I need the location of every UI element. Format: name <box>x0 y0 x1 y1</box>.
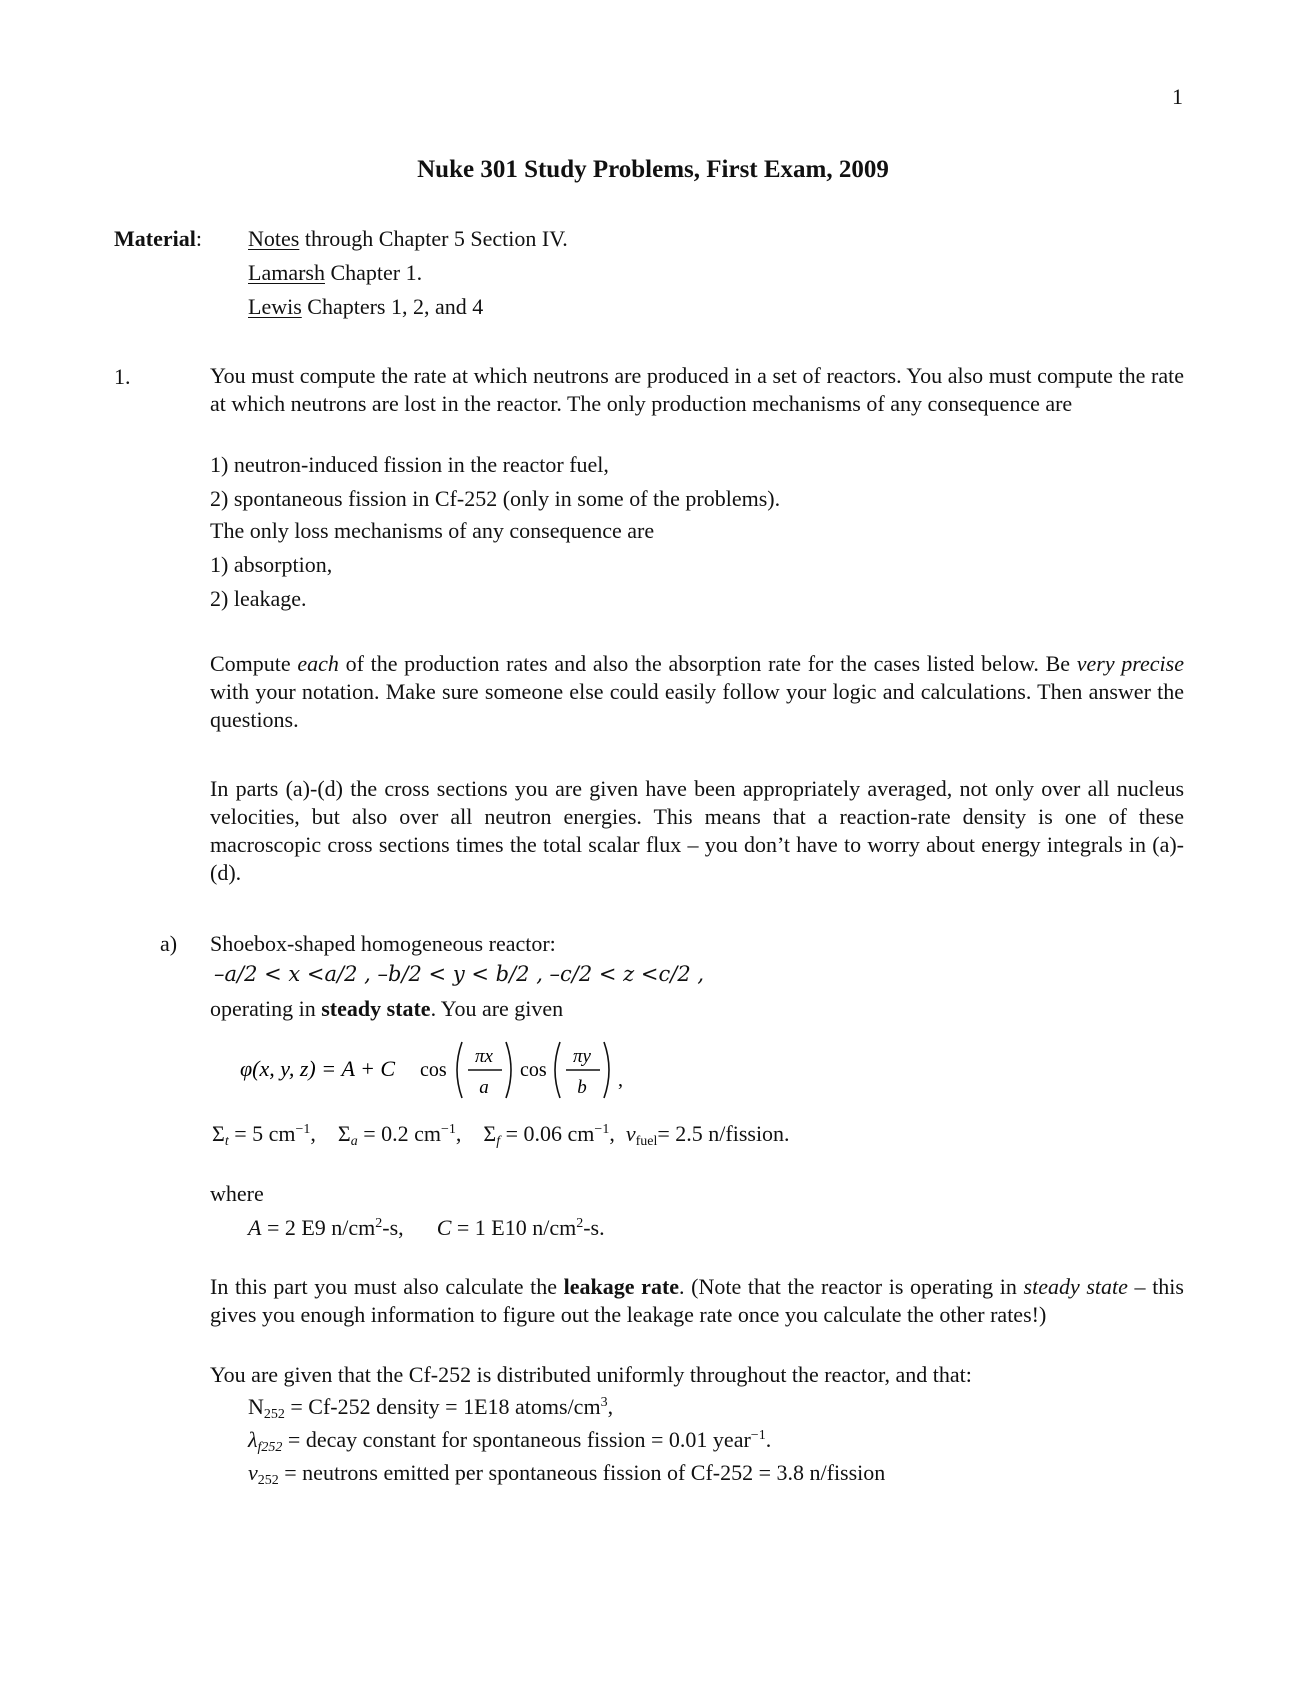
constants-line: A = 2 E9 $n/cm^2-s$, C = 1 E10 $n/cm^2-s$. <box>248 1215 605 1240</box>
material-line-lewis: Lewis Chapters 1, 2, and 4 <box>248 294 484 319</box>
paren-left-1 <box>457 1042 462 1098</box>
frac-num-2: πy <box>573 1046 591 1067</box>
part-a-label: a) <box>160 931 178 956</box>
cf-intro: You are given that the Cf-252 is distributed uniformly throughout the reactor, and that: <box>210 1362 972 1387</box>
paren-left-2 <box>555 1042 560 1098</box>
loss-item-1: 1) absorption, <box>210 552 333 577</box>
frac-den-1: a <box>479 1077 489 1098</box>
compute-instructions: Compute each of the production rates and also the absorption rate for the cases listed below. Be very precise with your notation. Make sure someone else could easily follow your logic and calculations. Then answer the questions. <box>210 651 1184 732</box>
frac-num-1: πx <box>475 1046 493 1067</box>
cross-sections: $\Sigma_t = 5$ $cm^{-1}$, $\Sigma_a = 0.2$ $cm^{-1}$, $\Sigma_f = 0.06$ $cm^{-1}$, $\nu_{fuel}= 2.5$ n/fission. <box>212 1121 790 1149</box>
cos-2: cos <box>520 1059 547 1081</box>
page-number: 1 <box>1172 84 1183 109</box>
part-a-bounds: –a/2 < x <a/2 , –b/2 < y < b/2 , –c/2 < z <c/2 , <box>214 962 705 986</box>
production-item-1: 1) neutron-induced fission in the reactor fuel, <box>210 452 609 477</box>
flux-lhs: φ(x, y, z) = A + C <box>240 1056 396 1081</box>
production-item-2: 2) spontaneous fission in Cf-252 (only in some of the problems). <box>210 486 781 511</box>
lewis-link[interactable]: Lewis <box>248 294 302 319</box>
notes-link[interactable]: Notes <box>248 226 300 251</box>
cf-neutrons-per-fission: $\nu_{252}$ = neutrons emitted per spontaneous fission of Cf-252 = 3.8 n/fission <box>248 1460 886 1488</box>
material-label: Material: <box>114 226 202 251</box>
part-a-operating: operating in steady state. You are given <box>210 996 564 1021</box>
paren-right-1 <box>506 1042 511 1098</box>
material-line-lamarsh: Lamarsh Chapter 1. <box>248 260 423 285</box>
flux-tail: , <box>618 1069 623 1091</box>
paren-right-2 <box>604 1042 609 1098</box>
parts-note: In parts (a)-(d) the cross sections you are given have been appropriately averaged, not only over all nucleus velocities, but also over all neutron energies. This means that a reaction-rate density is one of these macroscopic cross sections times the total scalar flux – you don’t have to worry about energy integrals in (a)-(d). <box>210 776 1184 885</box>
leakage-note: In this part you must also calculate the leakage rate. (Note that the reactor is operating in steady state – this gives you enough information to figure out the leakage rate once you calculate the other rates!) <box>210 1274 1184 1327</box>
cos-1: cos <box>420 1059 447 1081</box>
problem-number: 1. <box>114 364 131 389</box>
flux-equation <box>240 1030 640 1110</box>
material-line-notes: Notes through Chapter 5 Section IV. <box>248 226 568 251</box>
problem-intro: You must compute the rate at which neutrons are produced in a set of reactors. You also must compute the rate at which neutrons are lost in the reactor. The only production mechanisms of any consequence are <box>210 363 1184 416</box>
frac-den-2: b <box>577 1077 587 1098</box>
part-a-heading: Shoebox-shaped homogeneous reactor: <box>210 931 556 956</box>
cf-density: $N_{252} = Cf-252$ density = 1E18 atoms/$cm^3$, <box>248 1394 614 1422</box>
cf-decay-constant: $\lambda_{f252}$ = decay constant for spontaneous fission = 0.01 year$^{-1}$. <box>248 1427 772 1455</box>
document-title: Nuke 301 Study Problems, First Exam, 2009 <box>417 156 889 183</box>
where-label: where <box>210 1181 264 1206</box>
loss-intro: The only loss mechanisms of any consequence are <box>210 518 655 543</box>
loss-item-2: 2) leakage. <box>210 586 307 611</box>
lamarsh-link[interactable]: Lamarsh <box>248 260 325 285</box>
